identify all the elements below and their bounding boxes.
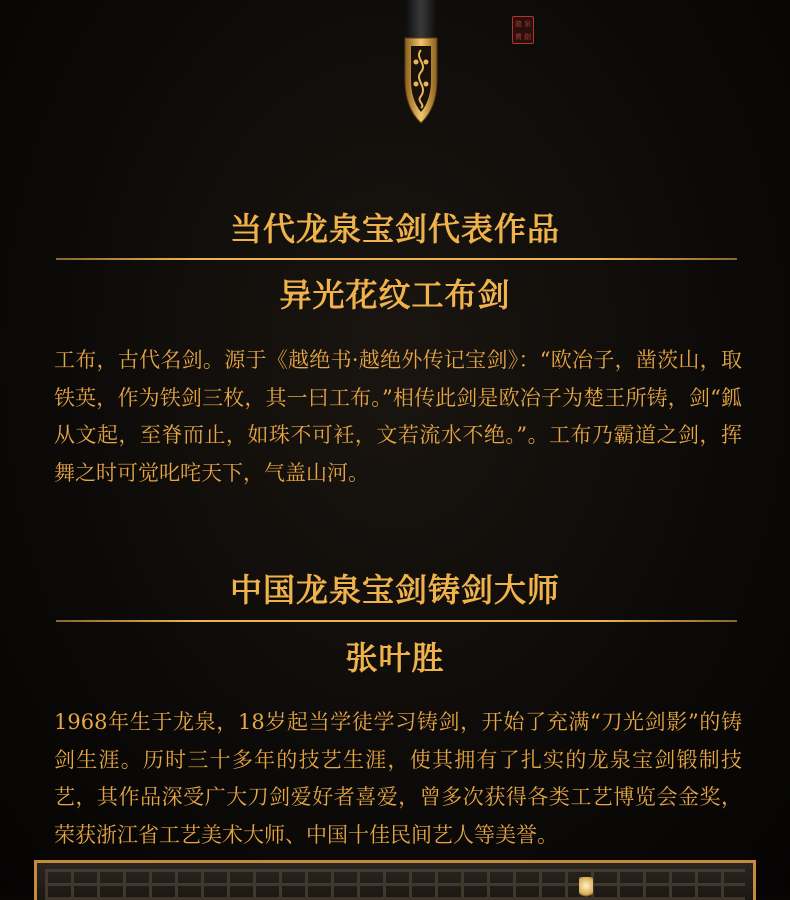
divider-line	[56, 258, 737, 260]
divider-line	[56, 620, 737, 622]
master-biography: 1968年生于龙泉，18岁起当学徒学习铸剑，开始了充满“刀光剑影”的铸剑生涯。历时三十多年的技艺生涯，使其拥有了扎实的龙泉宝剑锻制技艺，其作品深受广大刀剑爱好者喜爱，曾多次获得各类工艺博览会金奖，荣获浙江省工艺美术大师、中国十佳民间艺人等美誉。	[54, 710, 742, 847]
sword-description: 工布，古代名剑。源于《越绝书·越绝外传记宝剑》：“欧冶子，凿茨山，取铁英，作为铁剑三枚，其一曰工布。”相传此剑是欧冶子为楚王所铸，剑“鈲从文起，至脊而止，如珠不可衽，文若流水不绝。”。工布乃霸道之剑，挥舞之时可觉叱咤天下，气盖山河。	[54, 348, 742, 485]
red-seal-stamp: 龍 泉 寶 劍	[512, 16, 534, 44]
master-name-title: 张叶胜	[345, 639, 445, 677]
section-heading-master-smith: 中国龙泉宝剑铸剑大师	[229, 571, 560, 609]
workshop-photo-frame	[34, 860, 756, 900]
sword-name-title: 异光花纹工布剑	[279, 276, 511, 314]
sword-tip-image	[402, 0, 440, 125]
section-heading-representative-works: 当代龙泉宝剑代表作品	[229, 210, 560, 248]
lamp-light-image	[579, 877, 593, 899]
wooden-lattice-image	[45, 869, 745, 900]
